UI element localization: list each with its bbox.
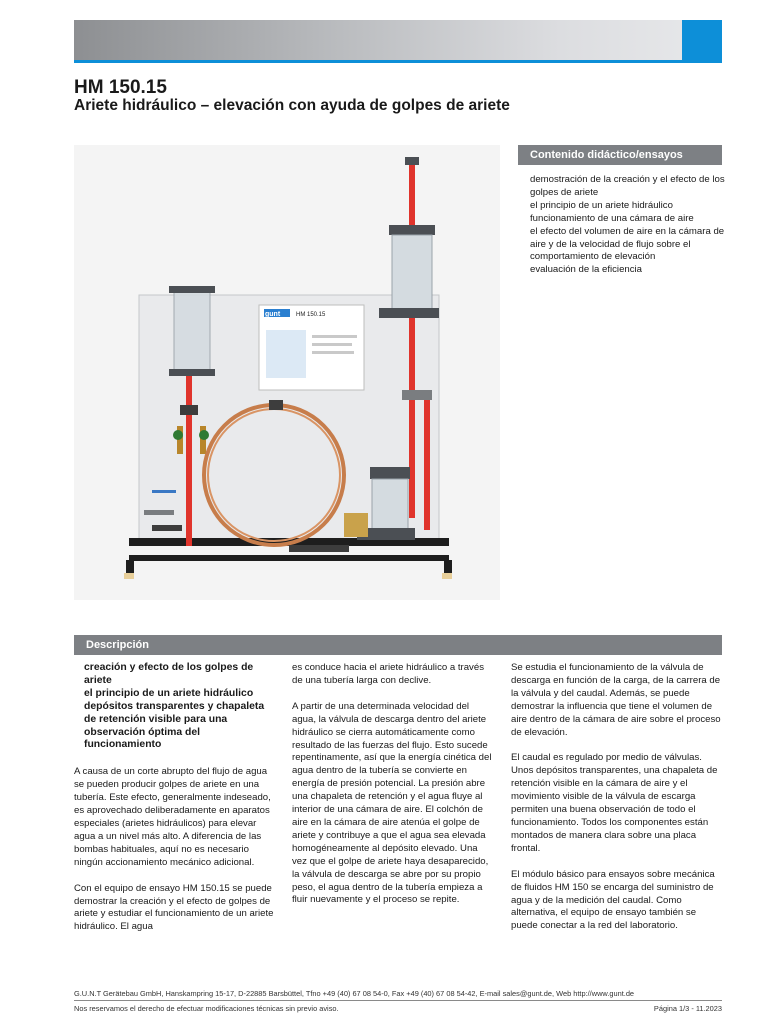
didactic-heading: Contenido didáctico/ensayos (518, 145, 722, 165)
description-column-1 (74, 662, 276, 947)
paragraph: Se estudia el funcionamiento de la válvula de descarga en función de la carga, de la carrera de la válvula y del caudal. Además, se puede demostrar la influencia que tiene el volumen de aire dentro de la cámara de aire sobre el proceso de elevación. (511, 662, 721, 738)
list-item: creación y efecto de los golpes de ariete (84, 662, 254, 686)
list-item: evaluación de la eficiencia (530, 264, 643, 276)
page-number: Página 1/3 - 11.2023 (653, 1004, 722, 1013)
paragraph: El módulo básico para ensayos sobre mecánica de fluidos HM 150 se encarga del suministro de agua y de la medición del caudal. Como alternativa, el equipo de ensayo también se puede conectar a la red del laboratorio. (511, 868, 715, 932)
paragraph: El caudal es regulado por medio de válvulas. Unos depósitos transparentes, una chapaleta de retención visible en la cámara de aire y el movimiento visible de la válvula de escarga permiten una buena observación de todo el funcionamiento. Todos los componentes están montados de manera clara sobre una placa frontal. (511, 752, 718, 854)
product-photo (74, 145, 500, 600)
header-band (74, 20, 722, 60)
description-heading: Descripción (74, 635, 722, 655)
description-column-3 (511, 662, 722, 946)
paragraph: es conduce hacia el ariete hidráulico a través de una tubería larga con declive. (292, 662, 484, 686)
panel-model: HM 150.15 (296, 312, 326, 318)
product-illustration (74, 145, 500, 600)
page-title: Ariete hidráulico – elevación con ayuda de golpes de ariete (74, 97, 510, 114)
right-riser-pipe (409, 165, 415, 230)
model-number: HM 150.15 (74, 77, 167, 98)
didactic-list (530, 174, 730, 277)
ram-valve (344, 513, 368, 537)
list-item: funcionamiento de una cámara de aire (530, 212, 694, 224)
list-item: depósitos transparentes y chapaleta de retención visible para una observación óptima del funcionamiento (84, 700, 265, 751)
paragraph: A partir de una determinada velocidad del agua, la válvula de descarga dentro del ariete hidráulico se cierra automáticamente como resultado de las fuerzas del flujo. Esto sucede repentinamente, así que la energía cinética del agua dentro de la tubería se convierte en energía de presión potencial. La presión abre una chapaleta de retención y el agua fluye al interior de una cámara de aire. El colchón de aire en la cámara de aire atenúa el golpe de ariete y contribuye a que el agua sea elevada homogéneamente al depósito elevado. Una vez que el golpe de ariete haya desaparecido, la válvula de descarga se abre por su propio peso, el agua dentro de la tubería empieza a fluir nuevamente y el proceso se repite. (292, 700, 492, 906)
brand-logo: gunt (265, 311, 281, 318)
description-column-2 (292, 662, 494, 920)
base-frame-rail (129, 555, 449, 561)
right-tank (392, 235, 432, 310)
footer-address: G.U.N.T Gerätebau GmbH, Hanskampring 15-17, D-22885 Barsbüttel, Tfno +49 (40) 67 08 54-0, Fax +49 (40) 67 08 54-42, E-mail sales@gunt.de, Web http://www.gunt.de (74, 989, 635, 998)
list-item: el efecto del volumen de aire en la cámara de aire y de la velocidad de flujo sobre el comportamiento de elevación (530, 225, 725, 263)
footer-notice: Nos reservamos el derecho de efectuar modificaciones técnicas sin previo aviso. (74, 1004, 339, 1013)
list-item: demostración de la creación y el efecto de los golpes de ariete (530, 174, 725, 198)
left-tank (174, 290, 210, 370)
list-item: el principio de un ariete hidráulico (530, 199, 673, 211)
list-item: el principio de un ariete hidráulico (84, 687, 254, 699)
highlight-list (74, 662, 276, 752)
paragraph: Con el equipo de ensayo HM 150.15 se puede demostrar la creación y el efecto de golpes de ariete y estudiar el funcionamiento de un ariete hidráulico. El agua (74, 882, 274, 933)
header-rule (74, 60, 722, 63)
paragraph: A causa de un corte abrupto del flujo de agua se pueden producir golpes de ariete en una tubería. Este efecto, generalmente indeseado, es aprovechado deliberadamente en aparatos especiales (arietes hidráulicos) para elevar agua a un nivel más alto. A diferencia de las bombas habituales, aquí no es necesario ningún accionamiento mecánico adicional. (74, 766, 271, 868)
air-chamber (372, 479, 408, 529)
header-accent (682, 20, 722, 60)
left-pipe (186, 376, 192, 546)
footer-rule (74, 1000, 722, 1001)
